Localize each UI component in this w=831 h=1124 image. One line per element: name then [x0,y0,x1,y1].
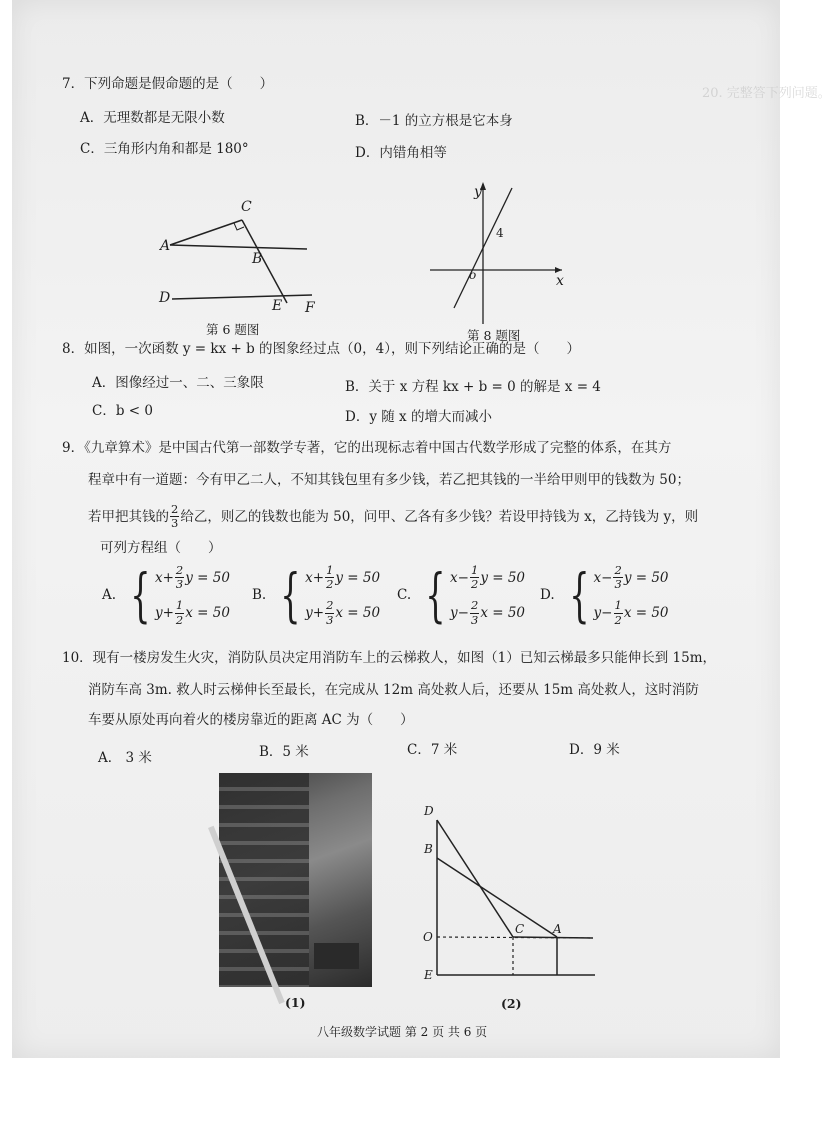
fig6-label-e: E [272,298,283,314]
term: x− [593,569,613,586]
numerator: 1 [470,563,479,577]
q9-fraction [170,503,179,530]
fig8-label-x: x [556,273,564,289]
numerator: 2 [326,598,334,613]
q9-option-b-eq2 [305,599,380,626]
q9-option-b-label: B. [252,587,267,604]
ladder-ba [437,858,557,937]
ladder-dc [437,820,513,937]
denominator: 2 [614,612,622,627]
q7-option-b: B．－1 的立方根是它本身 [355,113,513,129]
term: x = 50 [335,605,381,622]
q9-option-c-eq2 [450,599,525,626]
term: x+ [154,569,174,586]
fig6-label-b: B [252,251,263,267]
q9-line-4: 可列方程组（ ） [100,540,222,556]
truck-top-line [513,937,593,938]
term: x = 50 [480,605,526,622]
fig2-label-o: O [423,930,433,944]
q9-fraction-numerator: 2 [171,502,179,516]
denominator: 3 [175,577,184,592]
fig6-label-f: F [305,300,315,316]
term: y = 50 [480,569,526,586]
figure-1-caption: (1) [285,995,306,1010]
q9-option-d [540,561,669,630]
q9-option-b-brace: { [280,561,301,630]
numerator: 2 [614,563,622,577]
numerator: 1 [614,598,622,613]
fig2-label-e: E [424,968,433,982]
q9-line-3-end: 给乙，则乙的钱数也能为 50，问甲、乙各有多少钱？若设甲持钱为 x，乙持钱为 y，则 [180,508,699,525]
q9-fraction-denominator: 3 [171,516,179,531]
q9-option-c-brace: { [425,561,446,630]
term: y− [593,605,613,622]
truck-shape [314,943,359,969]
fig8-label-y: y [474,184,482,200]
fig8-caption: 第 8 题图 [467,328,521,343]
q9-option-d-eq1 [594,564,669,591]
term: y = 50 [185,569,230,586]
fig2-label-b: B [424,842,433,856]
q10-option-c: C．7 米 [407,742,458,758]
term: y− [450,605,469,622]
denominator: 3 [471,612,479,627]
page-footer: 八年级数学试题 第 2 页 共 6 页 [317,1025,488,1039]
figure-2-diagram [417,800,607,990]
q10-line-1: 10．现有一楼房发生火灾，消防队员决定用消防车上的云梯救人，如图（1）已知云梯最多只能伸长到 15m， [62,650,717,666]
fraction [175,564,184,591]
q10-option-a: A． 3 米 [98,750,152,766]
q9-option-b-eq1 [305,564,380,591]
term: y+ [154,605,174,622]
q8-stem: 8．如图，一次函数 y = kx + b 的图象经过点（0，4），则下列结论正确的是（ ） [62,341,580,357]
q10-option-d: D．9 米 [569,742,620,758]
q9-option-a-eq1 [155,564,230,591]
term: x = 50 [185,605,230,622]
denominator: 3 [614,577,622,592]
q8-option-d: D．y 随 x 的增大而减小 [345,409,492,425]
fig2-label-d: D [424,804,434,818]
fig6-label-a: A [160,238,171,254]
fig6-label-c: C [241,199,252,215]
fraction [325,564,334,591]
q10-line-2: 消防车高 3m. 救人时云梯伸长至最长，在完成从 12m 高处救人后，还要从 15m 高处救人，这时消防 [88,682,699,698]
q9-line-3-start: 若甲把其钱的 [88,508,169,525]
numerator: 1 [175,598,184,613]
q9-option-c-label: C. [397,587,412,604]
fraction [175,599,184,626]
fig2-label-a: A [553,922,562,936]
denominator: 3 [326,612,334,627]
q9-option-d-eq2 [594,599,669,626]
q9-line-1: 9．《九章算术》是中国古代第一部数学专著，它的出现标志着中国古代数学形成了完整的体系，在其方 [62,440,672,456]
q9-option-a [102,561,230,630]
q9-option-c-eq1 [450,564,525,591]
fig6-caption: 第 6 题图 [206,322,260,337]
figure-2-caption: (2) [501,996,522,1011]
term: y = 50 [335,569,381,586]
numerator: 2 [471,598,479,613]
fig6-label-d: D [159,290,171,306]
q9-option-a-brace: { [130,561,151,630]
fraction [325,599,334,626]
q9-line-2: 程章中有一道题：今有甲乙二人，不知其钱包里有多少钱，若乙把其钱的一半给甲则甲的钱数为 50； [88,472,690,488]
q7-option-d: D．内错角相等 [355,145,447,161]
q9-option-a-eq2 [155,599,230,626]
line-ab [170,245,307,249]
term: x = 50 [623,605,669,622]
line-ce [242,220,287,303]
figure-8-graph [422,178,572,328]
q10-option-b: B．5 米 [259,744,309,760]
q8-option-c: C．b < 0 [92,403,153,419]
q9-option-d-brace: { [568,561,590,630]
q7-stem: 7．下列命题是假命题的是（ ） [62,76,274,92]
fig8-label-o: o [469,268,477,282]
q9-option-b [252,561,381,630]
line-ac [170,220,242,245]
q7-option-a: A．无理数都是无限小数 [80,110,225,126]
exam-page [12,0,831,1058]
bleed-through-text: 20. 完整答下列问题。 [702,86,831,101]
q9-line-3 [88,503,698,530]
denominator: 2 [175,612,184,627]
fraction [470,564,479,591]
fraction [614,599,623,626]
q9-option-d-label: D. [540,587,555,604]
fig8-label-4: 4 [496,226,504,240]
q10-line-3: 车要从原处再向着火的楼房靠近的距离 AC 为（ ） [88,712,414,728]
q7-option-c: C．三角形内角和都是 180° [80,141,249,157]
line-df [172,295,312,299]
numerator: 2 [175,563,184,577]
fraction [613,564,622,591]
denominator: 2 [470,577,479,592]
numerator: 1 [326,563,334,577]
term: x+ [305,569,325,586]
term: y = 50 [623,569,669,586]
q9-option-c [397,561,526,630]
q8-option-a: A．图像经过一、二、三象限 [92,375,264,391]
fig2-label-c: C [515,922,525,936]
fire-ladder-photo [219,773,372,987]
right-angle-mark [234,223,244,230]
term: x− [450,569,469,586]
q9-option-a-label: A. [102,587,117,604]
fraction [470,599,479,626]
denominator: 2 [326,577,334,592]
q8-option-b: B．关于 x 方程 kx + b = 0 的解是 x = 4 [345,379,601,395]
term: y+ [305,605,325,622]
